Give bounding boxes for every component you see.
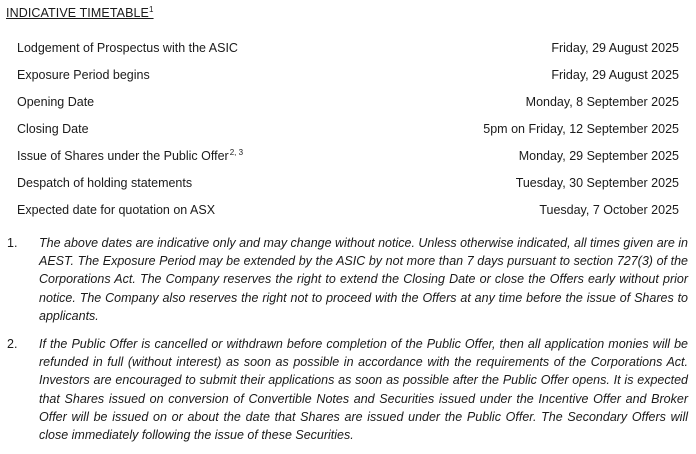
footnote-number: 1.: [7, 236, 18, 250]
footnote-text: If the Public Offer is cancelled or withdrawn before completion of the Public Offer, then all application monies will be refunded in full (without interest) as soon as possible in accordance with the requirements of the Corporations Act. Investors are encouraged to submit their applications as soon as possible after the Public Offer opens. It is expected that Shares issued on conversion of Convertible Notes and Securities issued under the Incentive Offer and Broker Offer will be issued on or about the date that Shares are issued under the Public Offer. The Secondary Offers will close immediately following the issue of these Securities.: [39, 337, 688, 443]
footnotes: [7, 234, 688, 454]
timetable-event: [17, 145, 243, 167]
event-label: Expected date for quotation on ASX: [17, 203, 216, 217]
timetable-row: [17, 199, 679, 226]
timetable-date: Monday, 8 September 2025: [525, 95, 679, 109]
timetable-date: Friday, 29 August 2025: [551, 41, 679, 55]
timetable-date: Friday, 29 August 2025: [551, 68, 679, 82]
page-title: [6, 6, 154, 20]
footnote-ref: 2, 3: [229, 147, 244, 157]
footnote-ref: 1: [149, 4, 154, 14]
footnote: [7, 234, 688, 325]
timetable-row: [17, 145, 679, 172]
timetable-row: [17, 172, 679, 199]
timetable: [17, 37, 679, 226]
event-label: Issue of Shares under the Public Offer: [17, 149, 229, 163]
timetable-event: [17, 172, 192, 194]
timetable-row: [17, 64, 679, 91]
timetable-row: [17, 91, 679, 118]
timetable-date: 5pm on Friday, 12 September 2025: [483, 122, 679, 136]
timetable-date: Tuesday, 7 October 2025: [539, 203, 679, 217]
event-label: Closing Date: [17, 122, 89, 136]
event-label: Lodgement of Prospectus with the ASIC: [17, 41, 238, 55]
timetable-row: [17, 118, 679, 145]
timetable-event: [17, 91, 94, 113]
timetable-date: Monday, 29 September 2025: [518, 149, 679, 163]
timetable-event: [17, 199, 215, 221]
footnote-text: The above dates are indicative only and may change without notice. Unless otherwise indicated, all times given are in AEST. The Exposure Period may be extended by the ASIC by not more than 7 days pursuant to section 727(3) of the Corporations Act. The Company reserves the right to extend the Closing Date or close the Offers early without prior notice. The Company also reserves the right not to proceed with the Offers at any time before the issue of Shares to applicants.: [39, 236, 688, 323]
timetable-event: [17, 37, 238, 59]
timetable-row: [17, 37, 679, 64]
event-label: Exposure Period begins: [17, 68, 150, 82]
event-label: Despatch of holding statements: [17, 176, 193, 190]
footnote: [7, 335, 688, 444]
timetable-event: [17, 64, 150, 86]
timetable-date: Tuesday, 30 September 2025: [515, 176, 679, 190]
page-title-text: INDICATIVE TIMETABLE: [6, 6, 149, 20]
footnote-number: 2.: [7, 337, 18, 352]
timetable-event: [17, 118, 89, 140]
event-label: Opening Date: [17, 95, 95, 109]
